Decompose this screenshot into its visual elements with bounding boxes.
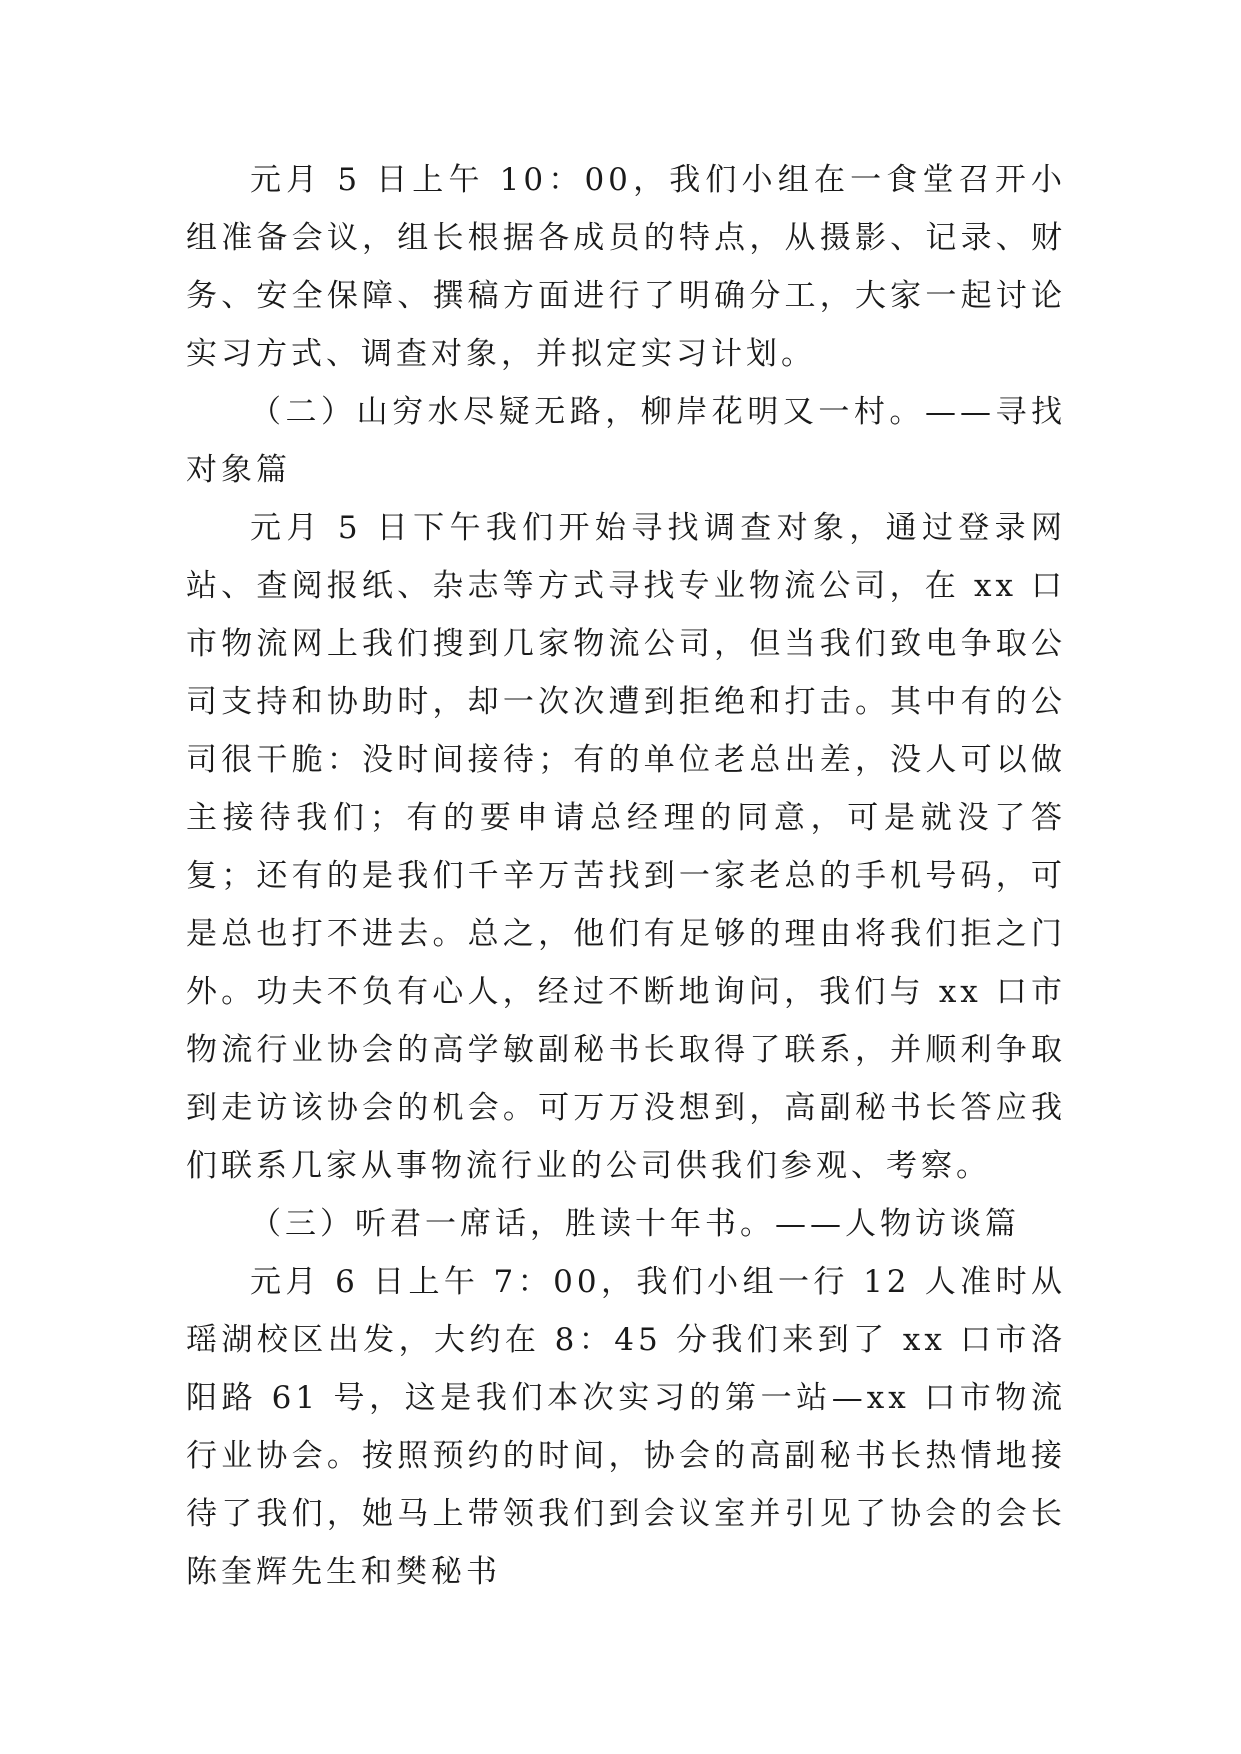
paragraph-finding-targets: 元月 5 日下午我们开始寻找调查对象，通过登录网站、查阅报纸、杂志等方式寻找专业物流公司，在 xx 口市物流网上我们搜到几家物流公司，但当我们致电争取公司支持和协助时，却一次次遭到拒绝和打击。其中有的公司很干脆：没时间接待；有的单位老总出差，没人可以做主接待我们；有的要申请总经理的同意，可是就没了答复；还有的是我们千辛万苦找到一家老总的手机号码，可是总也打不进去。总之，他们有足够的理由将我们拒之门外。功夫不负有心人，经过不断地询问，我们与 xx 口市物流行业协会的高学敏副秘书长取得了联系，并顺利争取到走访该协会的机会。可万万没想到，高副秘书长答应我们联系几家从事物流行业的公司供我们参观、考察。: [186, 510, 1066, 1184]
section-heading-finding-targets: （二）山穷水尽疑无路，柳岸花明又一村。——寻找对象篇: [186, 394, 1066, 488]
paragraph-meeting: 元月 5 日上午 10：00，我们小组在一食堂召开小组准备会议，组长根据各成员的特点，从摄影、记录、财务、安全保障、撰稿方面进行了明确分工，大家一起讨论实习方式、调查对象，并拟定实习计划。: [186, 162, 1066, 372]
document-body: [186, 151, 1066, 1601]
paragraph-interviews: 元月 6 日上午 7：00，我们小组一行 12 人准时从瑶湖校区出发，大约在 8：45 分我们来到了 xx 口市洛阳路 61 号，这是我们本次实习的第一站—xx 口市物流行业协会。按照预约的时间，协会的高副秘书长热情地接待了我们，她马上带领我们到会议室并引见了协会的会长陈奎辉先生和樊秘书: [186, 1264, 1066, 1590]
section-heading-interviews: （三）听君一席话，胜读十年书。——人物访谈篇: [250, 1206, 1020, 1242]
